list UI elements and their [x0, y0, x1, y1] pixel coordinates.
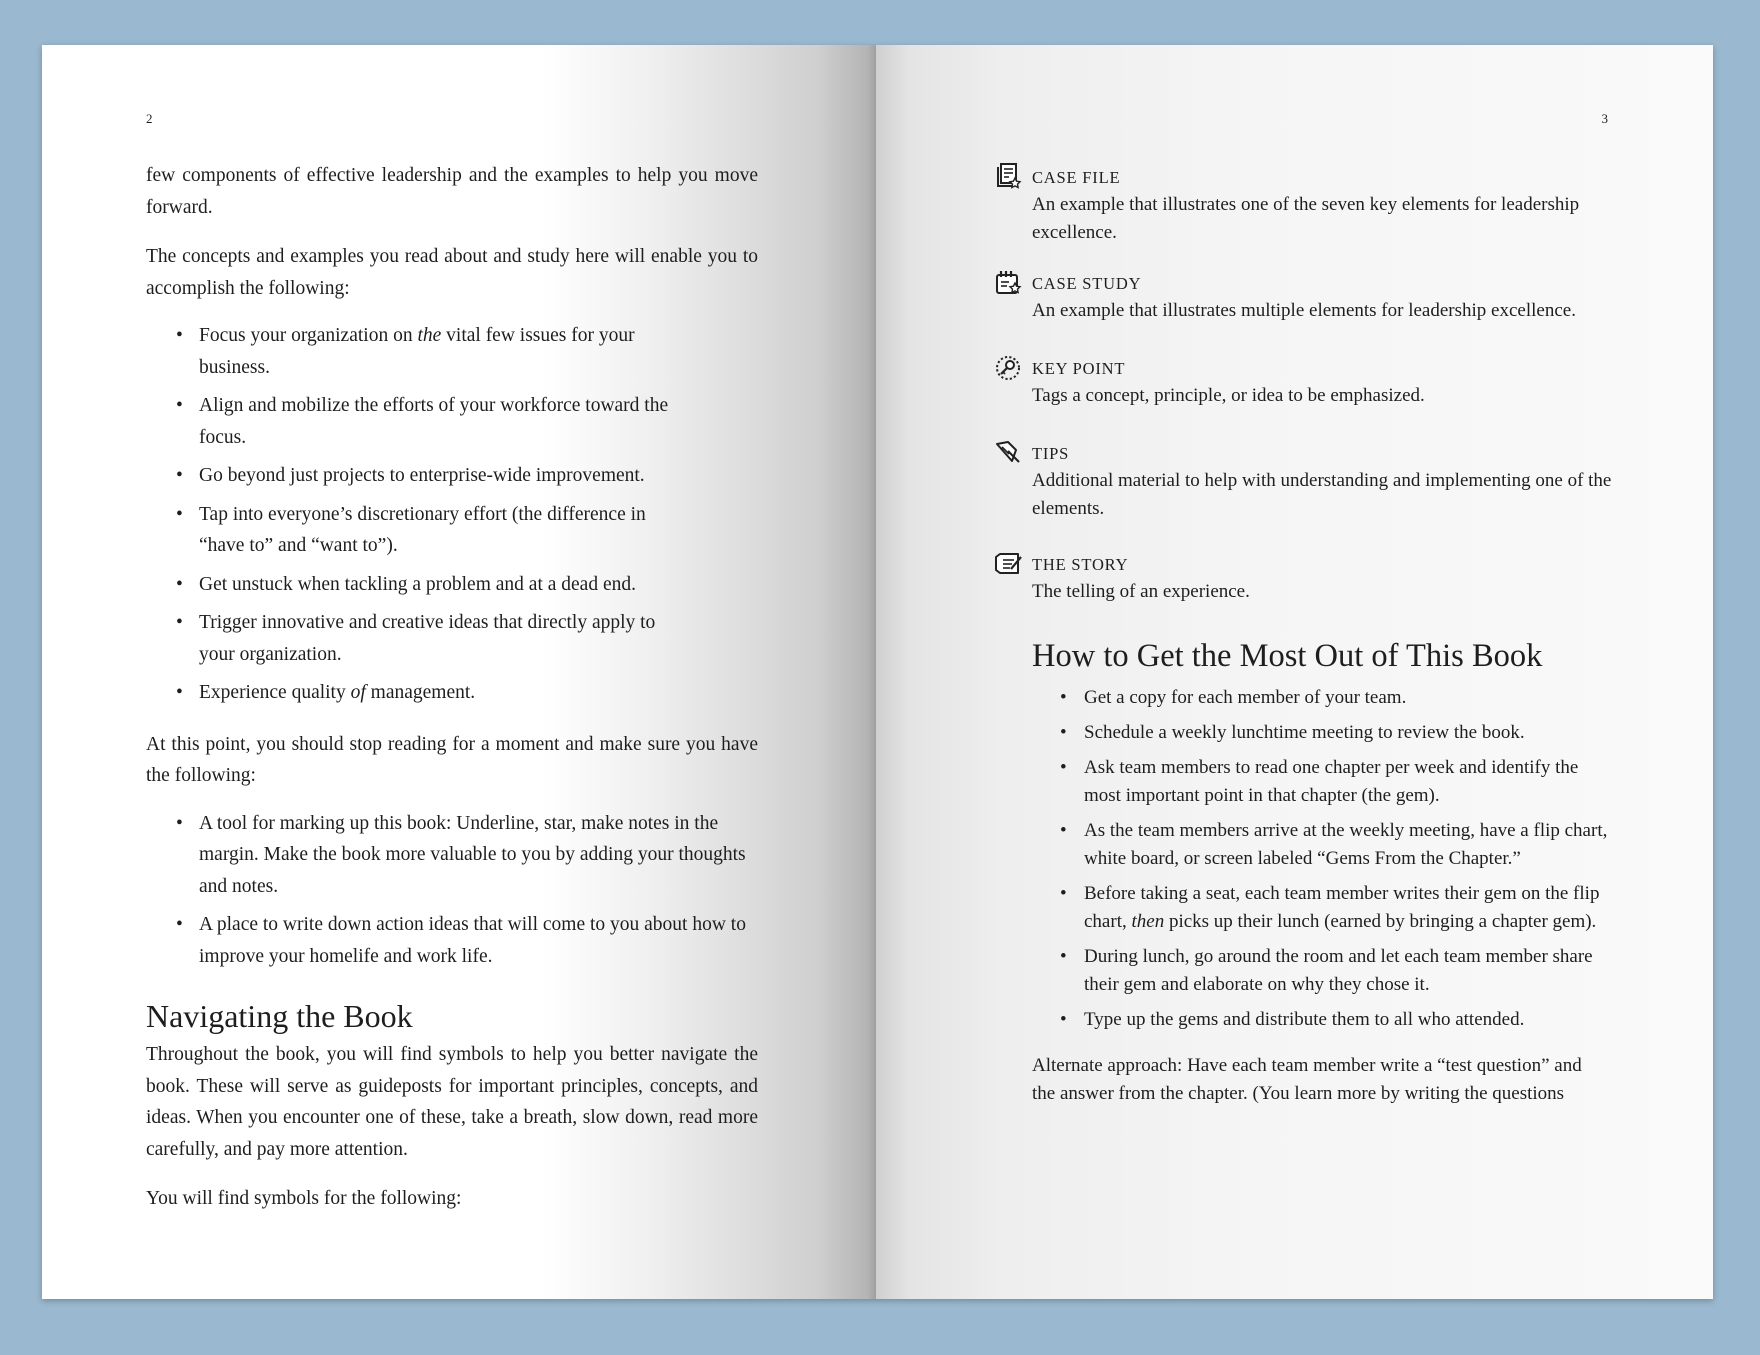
- list-item: • Type up the gems and distribute them to all who attended.: [1060, 1009, 1525, 1030]
- the-story-icon: [994, 550, 1022, 578]
- right-column: [994, 165, 1614, 1108]
- alternate-approach-line: the answer from the chapter. (You learn more by writing the questions: [1032, 1083, 1565, 1104]
- list-item: • A tool for marking up this book: Underline, star, make notes in the margin. Make the book more valuable to you by adding your thoughts and notes.: [176, 812, 746, 897]
- symbol-title: KEY POINT: [1032, 359, 1126, 378]
- case-file-icon: [994, 161, 1022, 189]
- tips-icon: [994, 438, 1022, 466]
- section-heading: Navigating the Book: [146, 998, 413, 1034]
- symbol-the-story: [994, 552, 1614, 606]
- list-item: • As the team members arrive at the weekly meeting, have a flip chart, white board, or screen labeled “Gems From the Chapter.”: [1060, 820, 1608, 869]
- symbol-title: CASE STUDY: [1032, 274, 1142, 293]
- list-item: • Schedule a weekly lunchtime meeting to review the book.: [1060, 722, 1525, 743]
- list-item: • Get a copy for each member of your team.: [1060, 687, 1407, 708]
- book-spread: [42, 45, 1713, 1299]
- left-page: [42, 45, 876, 1299]
- symbol-case-study: [994, 271, 1614, 325]
- list-item: • A place to write down action ideas that will come to you about how to improve your homelife and work life.: [176, 914, 746, 967]
- tips-list: [1032, 684, 1614, 1034]
- right-page: [876, 45, 1713, 1299]
- list-item: • Align and mobilize the efforts of your workforce toward the focus.: [176, 395, 669, 448]
- list-item: • Go beyond just projects to enterprise-wide improvement.: [176, 465, 645, 486]
- section-heading: How to Get the Most Out of This Book: [1032, 638, 1543, 674]
- page-number: 2: [146, 111, 153, 126]
- list-item: • Trigger innovative and creative ideas that directly apply to your organization.: [176, 612, 656, 665]
- symbol-title: CASE FILE: [1032, 168, 1121, 187]
- list-item: • Tap into everyone’s discretionary effort (the difference in “have to” and “want to”).: [176, 503, 646, 556]
- symbol-description: An example that illustrates multiple elements for leadership excellence.: [1032, 300, 1576, 321]
- symbol-description: Tags a concept, principle, or idea to be emphasized.: [1032, 385, 1425, 406]
- symbol-description: Additional material to help with understanding and implementing one of the elements.: [1032, 470, 1612, 519]
- paragraph: The concepts and examples you read about and study here will enable you to accomplish the following:: [146, 246, 758, 299]
- list-item: • Ask team members to read one chapter per week and identify the most important point in that chapter (the gem).: [1060, 757, 1579, 806]
- paragraph: At this point, you should stop reading for a moment and make sure you have the following:: [146, 733, 758, 786]
- case-study-icon: [994, 268, 1022, 296]
- left-column: [146, 160, 758, 1215]
- list-item: • During lunch, go around the room and let each team member share their gem and elaborate on why they chose it.: [1060, 946, 1593, 995]
- key-point-icon: [994, 354, 1022, 382]
- alternate-approach-line: Alternate approach: Have each team member write a “test question” and: [1032, 1055, 1582, 1076]
- symbol-tips: [994, 441, 1614, 523]
- symbol-description: An example that illustrates one of the seven key elements for leadership excellence.: [1032, 194, 1580, 243]
- list-item: • Before taking a seat, each team member writes their gem on the flip chart, then picks up their lunch (earned by bringing a chapter gem).: [1060, 883, 1600, 932]
- paragraph: few components of effective leadership and the examples to help you move forward.: [146, 165, 758, 218]
- list-item: • Experience quality of management.: [176, 682, 476, 703]
- paragraph: Throughout the book, you will find symbols to help you better navigate the book. These will serve as guideposts for important principles, concepts, and ideas. When you encounter one of these, take a breath, slow down, read more carefully, and pay more attention.: [146, 1044, 758, 1160]
- symbol-case-file: [994, 165, 1614, 247]
- symbol-title: TIPS: [1032, 444, 1070, 463]
- symbol-title: THE STORY: [1032, 555, 1129, 574]
- symbol-key-point: [994, 356, 1614, 410]
- page-number: 3: [1601, 111, 1608, 126]
- list-item: • Get unstuck when tackling a problem and at a dead end.: [176, 573, 636, 595]
- paragraph: You will find symbols for the following:: [146, 1188, 462, 1209]
- symbol-description: The telling of an experience.: [1032, 581, 1250, 602]
- outcomes-list: [146, 320, 758, 709]
- list-item: • Focus your organization on the vital few issues for your business.: [176, 325, 635, 378]
- requirements-list: [146, 808, 758, 973]
